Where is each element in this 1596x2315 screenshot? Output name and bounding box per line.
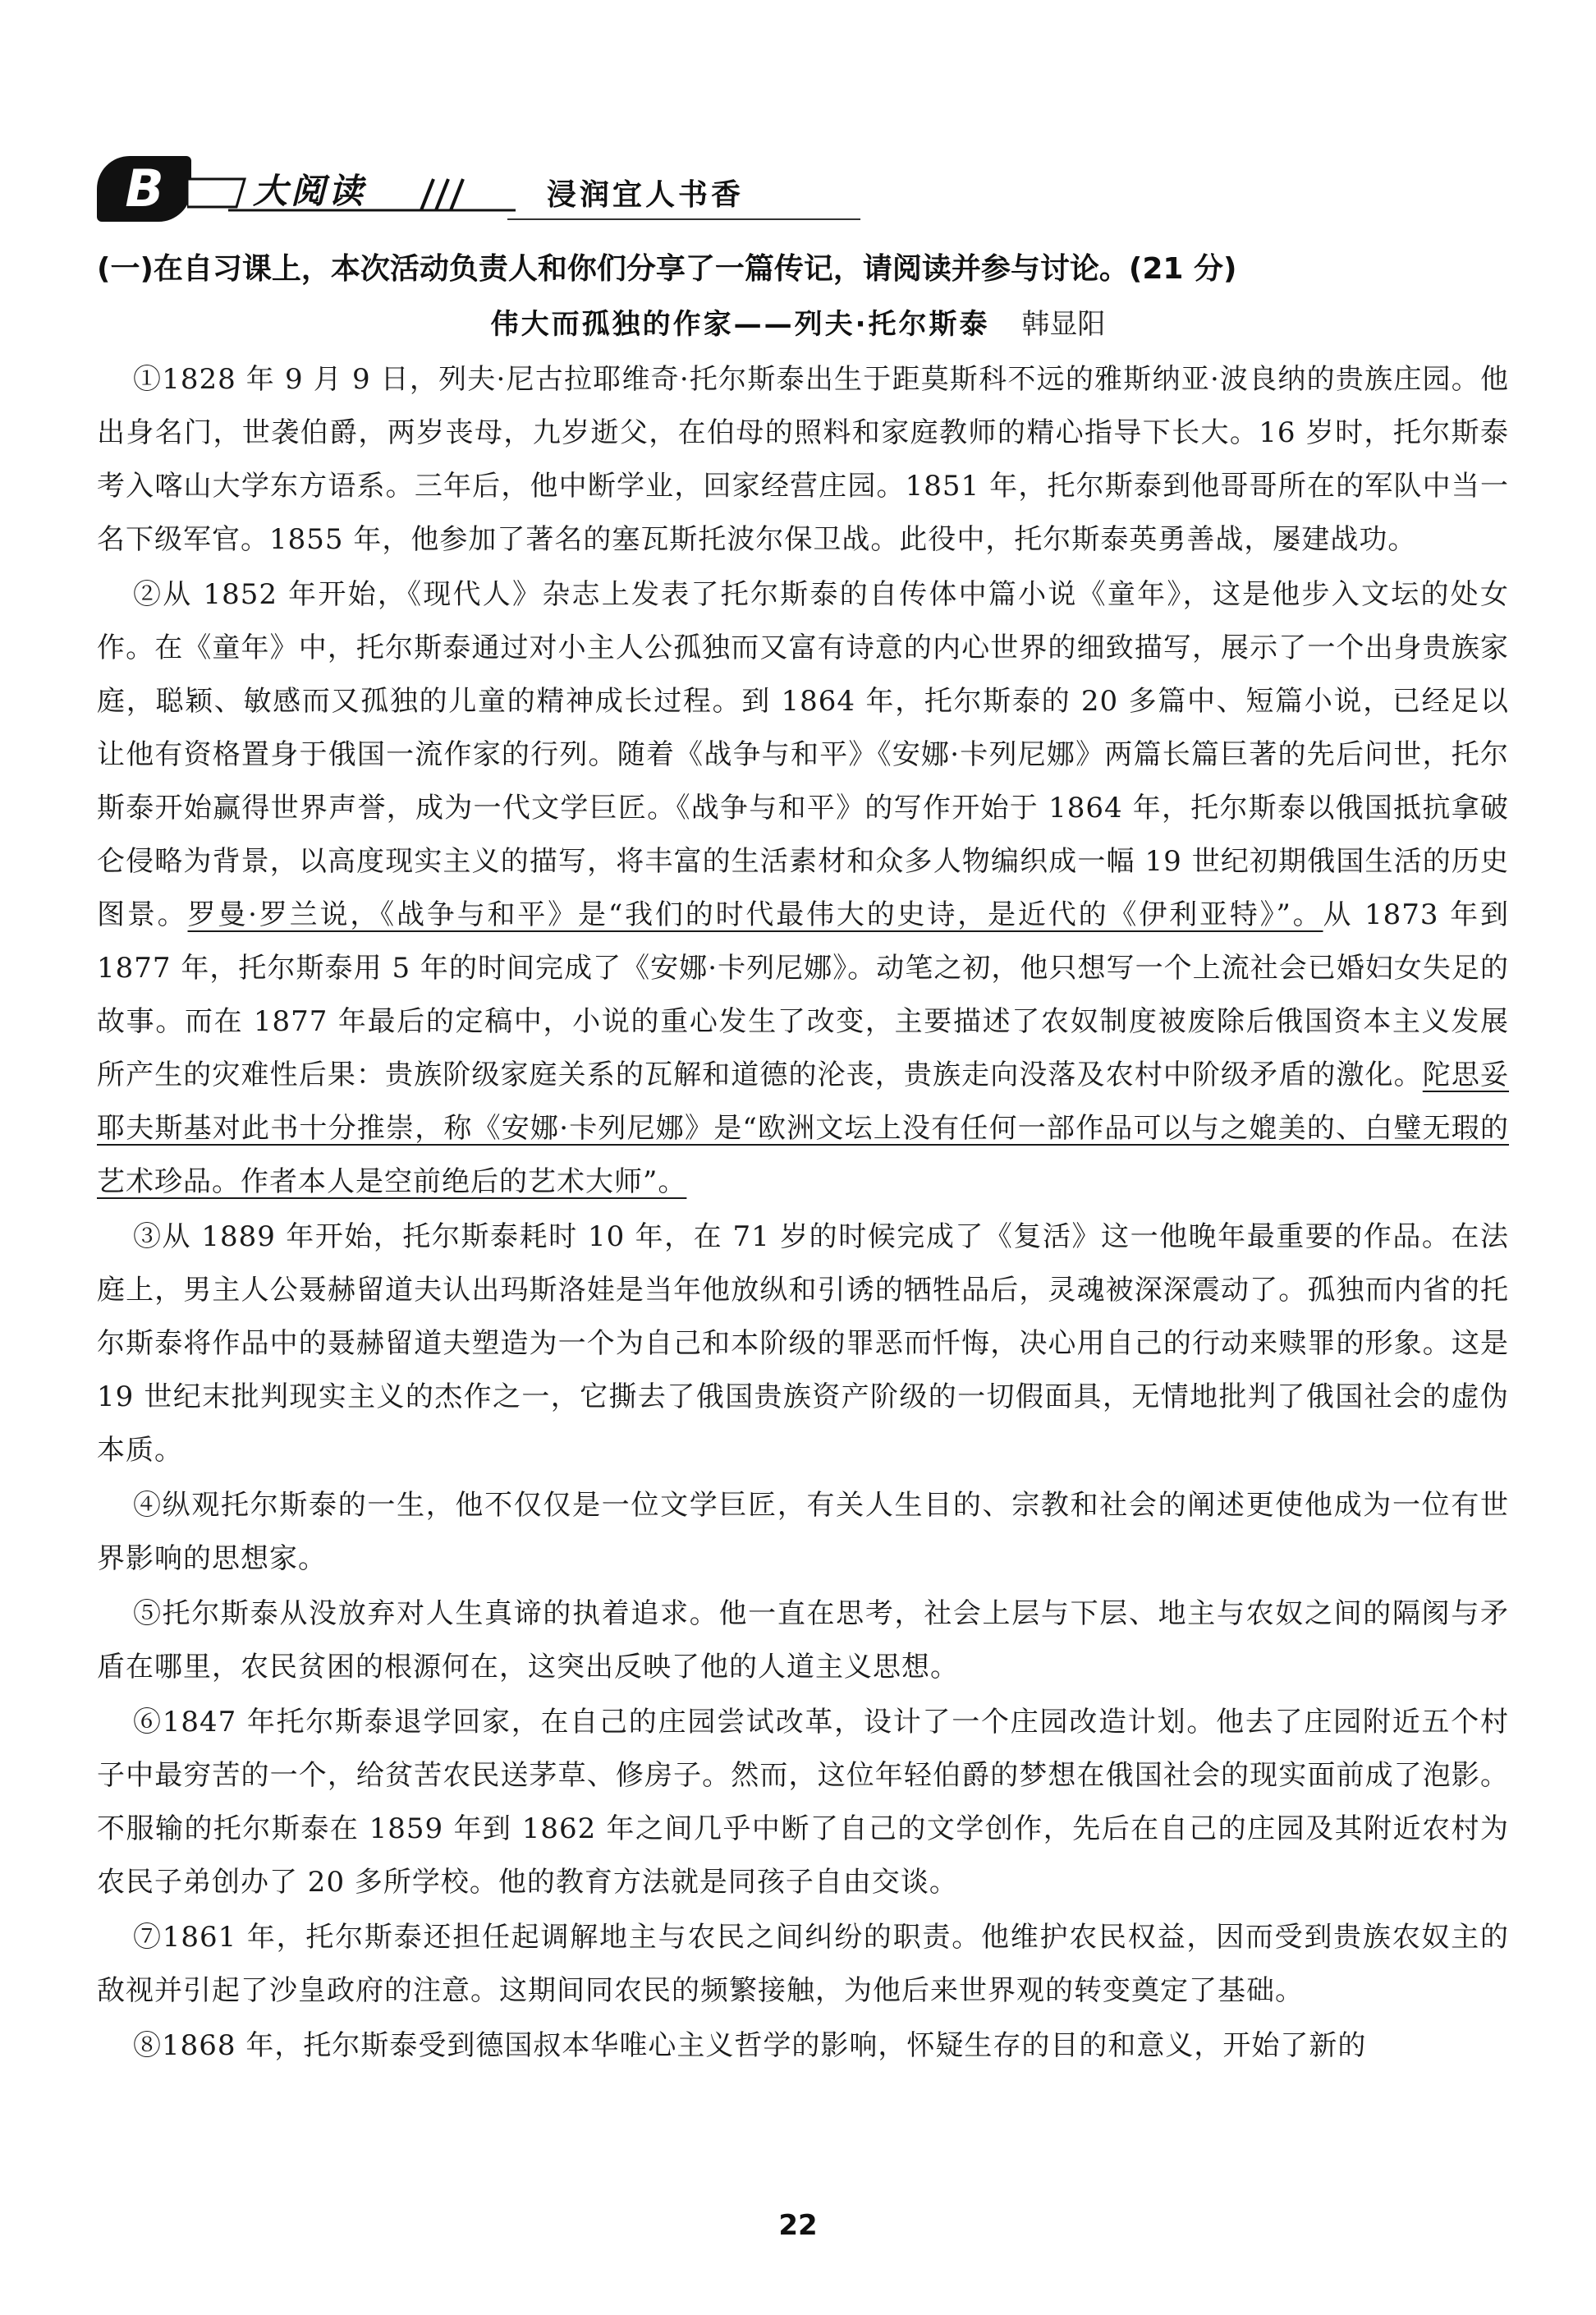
paragraph-5: ⑤托尔斯泰从没放弃对人生真谛的执着追求。他一直在思考，社会上层与下层、地主与农奴之间的隔阂与矛盾在哪里，农民贫困的根源何在，这突出反映了他的人道主义思想。: [97, 1597, 1509, 1683]
underlined-quote-rolland: 罗曼·罗兰说，《战争与和平》是“我们的时代最伟大的史诗，是近代的《伊利亚特》”。: [187, 898, 1323, 931]
paragraph-2-text-a: ②从 1852 年开始，《现代人》杂志上发表了托尔斯泰的自传体中篇小说《童年》，这是他步入文坛的处女作。在《童年》中，托尔斯泰通过对小主人公孤独而又富有诗意的内心世界的细致描写，展示了一个出身贵族家庭，聪颖、敏感而又孤独的儿童的精神成长过程。到 1864 年，托尔斯泰的 20 多篇中、短篇小说，已经足以让他有资格置身于俄国一流作家的行列。随着《战争与和平》《安娜·卡列尼娜》两篇长篇巨著的先后问世，托尔斯泰开始赢得世界声誉，成为一代文学巨匠。《战争与和平》的写作开始于 1864 年，托尔斯泰以俄国抵抗拿破仑侵略为背景，以高度现实主义的描写，将丰富的生活素材和众多人物编织成一幅 19 世纪初期俄国生活的历史图景。: [97, 578, 1509, 931]
paragraph-8: ⑧1868 年，托尔斯泰受到德国叔本华唯心主义哲学的影响，怀疑生存的目的和意义，开始了新的: [133, 2029, 1367, 2062]
article-title: 伟大而孤独的作家——列夫·托尔斯泰: [490, 308, 990, 341]
section-slogan: 浸润宜人书香: [547, 178, 745, 212]
paragraph-2: [97, 568, 1509, 1209]
paragraph-4: ④纵观托尔斯泰的一生，他不仅仅是一位文学巨匠，有关人生目的、宗教和社会的阐述更使他成为一位有世界影响的思想家。: [97, 1489, 1509, 1575]
section-title: 大阅读: [253, 171, 367, 211]
article-body: [97, 353, 1509, 2074]
section-letter: B: [125, 158, 164, 218]
paragraph-1: ①1828 年 9 月 9 日，列夫·尼古拉耶维奇·托尔斯泰出生于距莫斯科不远的雅斯纳亚·波良纳的贵族庄园。他出身名门，世袭伯爵，两岁丧母，九岁逝父，在伯母的照料和家庭教师的精心指导下长大。16 岁时，托尔斯泰考入喀山大学东方语系。三年后，他中断学业，回家经营庄园。1851 年，托尔斯泰到他哥哥所在的军队中当一名下级军官。1855 年，他参加了著名的塞瓦斯托波尔保卫战。此役中，托尔斯泰英勇善战，屡建战功。: [97, 363, 1509, 556]
paragraph-6: ⑥1847 年托尔斯泰退学回家，在自己的庄园尝试改革，设计了一个庄园改造计划。他去了庄园附近五个村子中最穷苦的一个，给贫苦农民送茅草、修房子。然而，这位年轻伯爵的梦想在俄国社会的现实面前成了泡影。不服输的托尔斯泰在 1859 年到 1862 年之间几乎中断了自己的文学创作，先后在自己的庄园及其附近农村为农民子弟创办了 20 多所学校。他的教育方法就是同孩子自由交谈。: [97, 1706, 1509, 1899]
question-heading: (一)在自习课上，本次活动负责人和你们分享了一篇传记，请阅读并参与讨论。(21 分): [97, 252, 1237, 286]
section-banner: [97, 156, 754, 230]
article-author: 韩显阳: [1021, 308, 1106, 341]
banner-divider: [507, 218, 860, 220]
paragraph-2-text-b: 从 1873 年到 1877 年，托尔斯泰用 5 年的时间完成了《安娜·卡列尼娜》。动笔之初，他只想写一个上流社会已婚妇女失足的故事。而在 1877 年最后的定稿中，小说的重心发生了改变，主要描述了农奴制度被废除后俄国资本主义发展所产生的灾难性后果：贵族阶级家庭关系的瓦解和道德的沦丧，贵族走向没落及农村中阶级矛盾的激化。: [97, 898, 1509, 1091]
paragraph-3: ③从 1889 年开始，托尔斯泰耗时 10 年，在 71 岁的时候完成了《复活》这一他晚年最重要的作品。在法庭上，男主人公聂赫留道夫认出玛斯洛娃是当年他放纵和引诱的牺牲品后，灵魂被深深震动了。孤独而内省的托尔斯泰将作品中的聂赫留道夫塑造为一个为自己和本阶级的罪恶而忏悔，决心用自己的行动来赎罪的形象。这是 19 世纪末批判现实主义的杰作之一，它撕去了俄国贵族资产阶级的一切假面具，无情地批判了俄国社会的虚伪本质。: [97, 1220, 1509, 1467]
paragraph-7: ⑦1861 年，托尔斯泰还担任起调解地主与农民之间纠纷的职责。他维护农民权益，因而受到贵族农奴主的敌视并引起了沙皇政府的注意。这期间同农民的频繁接触，为他后来世界观的转变奠定了基础。: [97, 1921, 1509, 2007]
page-number: 22: [778, 2209, 818, 2242]
underlined-quote-dostoevsky: 陀思妥耶夫斯基对此书十分推崇，称《安娜·卡列尼娜》是“欧洲文坛上没有任何一部作品可以与之媲美的、白璧无瑕的艺术珍品。作者本人是空前绝后的艺术大师”。: [97, 1059, 1510, 1198]
article-title-row: [0, 302, 1596, 347]
